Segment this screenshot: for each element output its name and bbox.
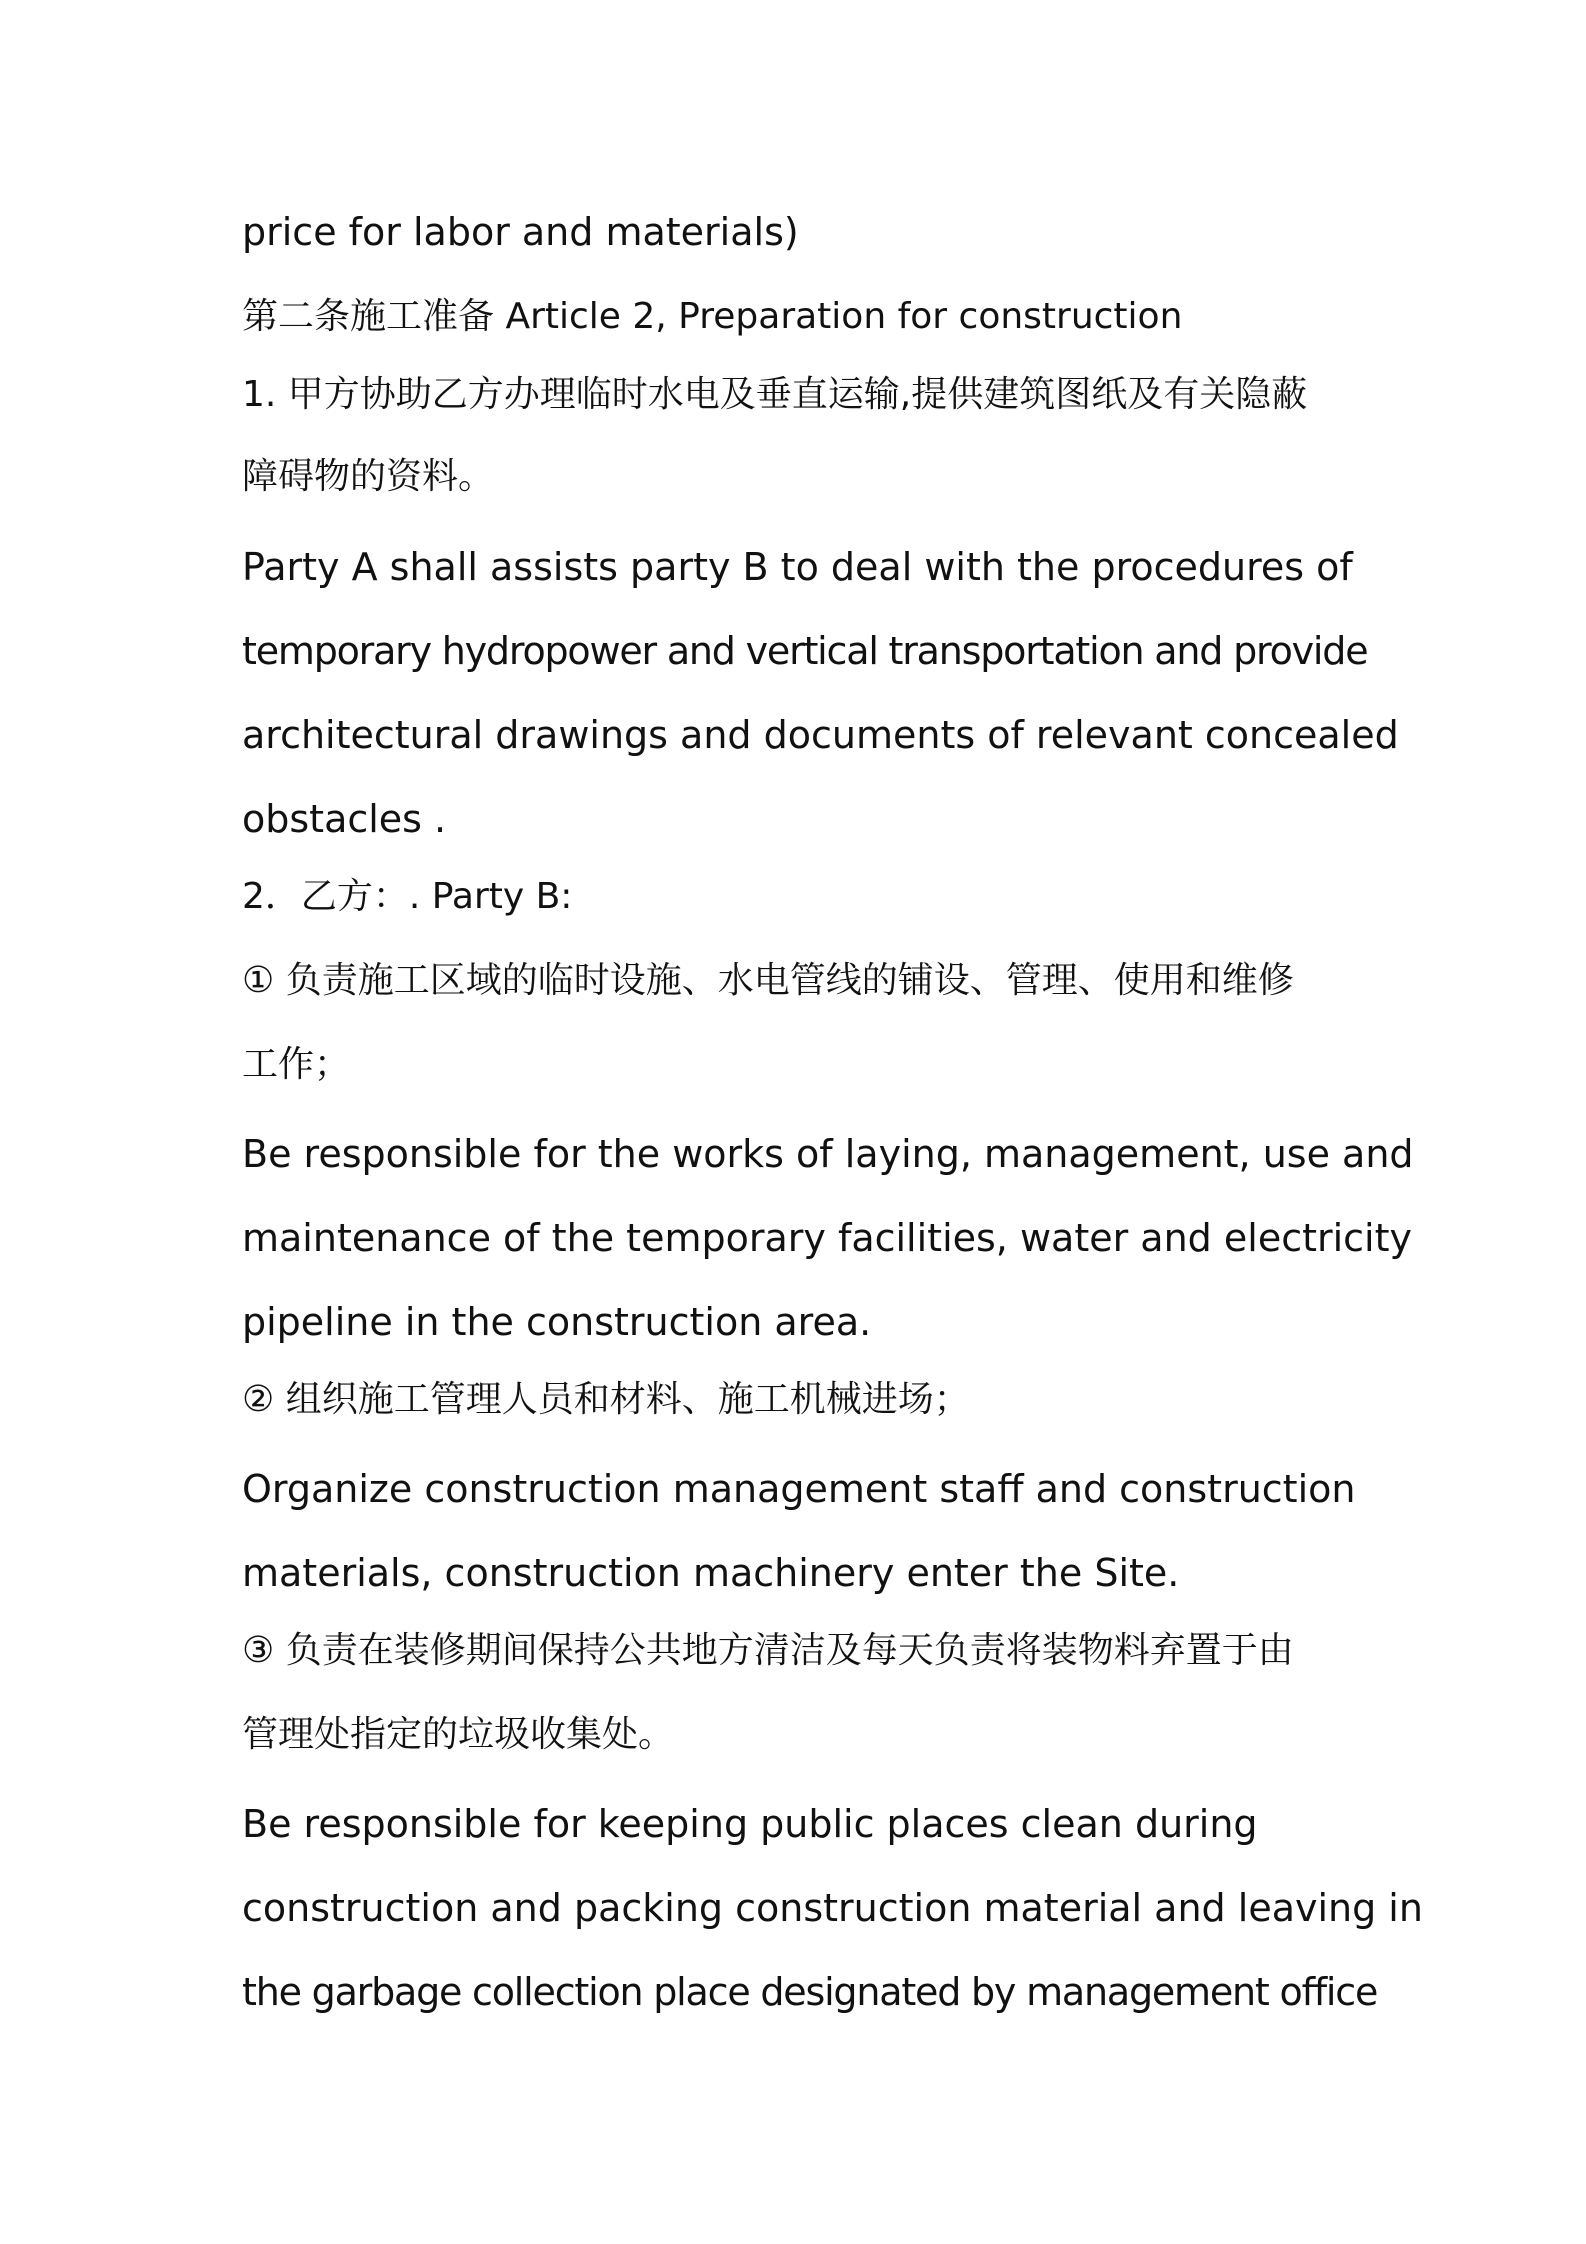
text-line: maintenance of the temporary facilities, water and electricity <box>242 1216 1413 1260</box>
text-line: temporary hydropower and vertical transportation and provide <box>242 629 1368 673</box>
text-line: construction and packing construction material and leaving in <box>242 1886 1423 1930</box>
text-line: ③ 负责在装修期间保持公共地方清洁及每天负责将装物料弃置于由 <box>242 1630 1294 1671</box>
text-line: price for labor and materials) <box>242 210 799 254</box>
text-line: Organize construction management staff and construction <box>242 1467 1356 1511</box>
text-line: the garbage collection place designated by management office <box>242 1970 1378 2014</box>
text-line: materials, construction machinery enter the Site. <box>242 1551 1180 1595</box>
text-line: ② 组织施工管理人员和材料、施工机械进场； <box>242 1379 970 1420</box>
text-line: pipeline in the construction area. <box>242 1300 872 1344</box>
text-line: 1. 甲方协助乙方办理临时水电及垂直运输,提供建筑图纸及有关隐蔽 <box>242 374 1308 415</box>
text-line: 2．乙方：. Party B: <box>242 876 573 917</box>
text-line: 障碍物的资料。 <box>242 456 495 497</box>
text-line: ① 负责施工区域的临时设施、水电管线的铺设、管理、使用和维修 <box>242 960 1294 1001</box>
text-line: architectural drawings and documents of relevant concealed <box>242 713 1399 757</box>
text-line: 管理处指定的垃圾收集处。 <box>242 1714 675 1755</box>
text-line: Be responsible for keeping public places clean during <box>242 1802 1258 1846</box>
text-line: 工作； <box>242 1044 351 1085</box>
text-line: obstacles . <box>242 797 447 841</box>
article-heading: 第二条施工准备 Article 2, Preparation for construction <box>242 296 1183 337</box>
text-line: Party A shall assists party B to deal with the procedures of <box>242 545 1353 589</box>
text-line: Be responsible for the works of laying, management, use and <box>242 1132 1414 1176</box>
